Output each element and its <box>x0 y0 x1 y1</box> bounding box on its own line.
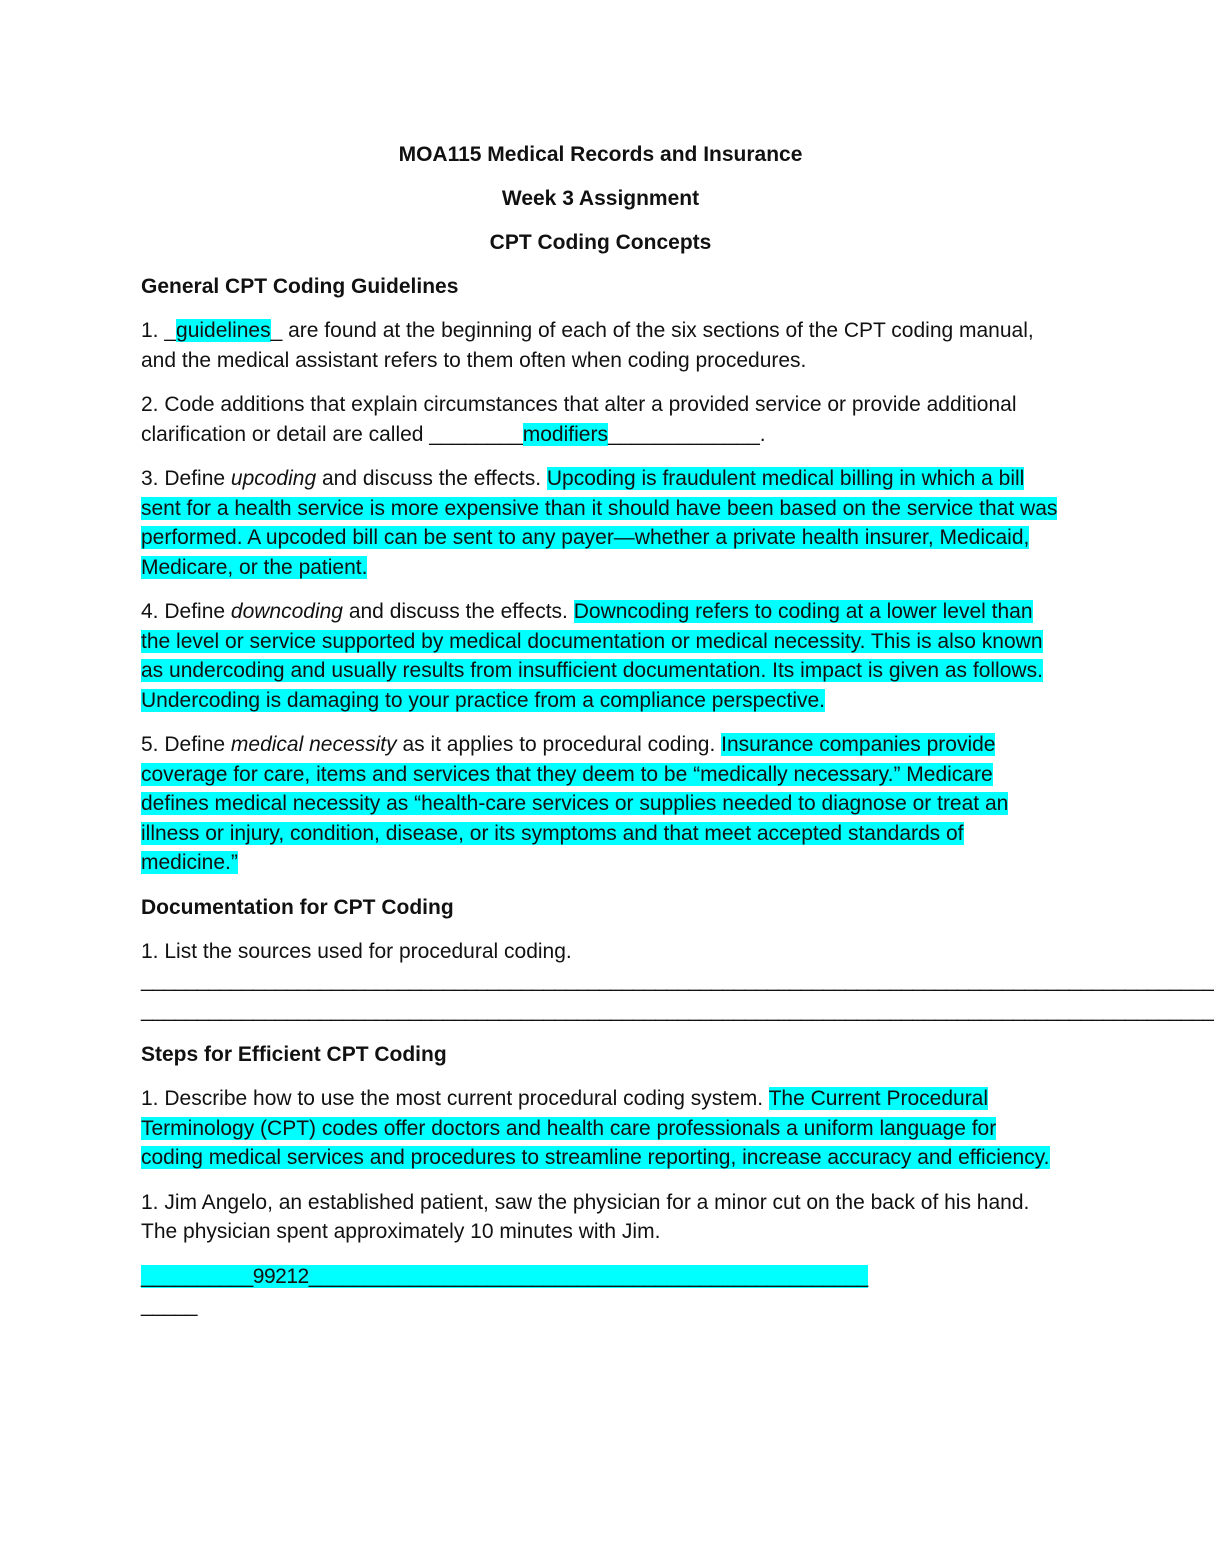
question-steps-2: 1. Jim Angelo, an established patient, saw the physician for a minor cut on the back of his hand. The physician spent approximately 10 minutes with Jim. <box>141 1190 1030 1243</box>
blank-underscores: __________________________________________________ <box>308 1264 868 1288</box>
answer-code-line <box>141 1262 1061 1292</box>
question-steps-1 <box>141 1084 1060 1173</box>
question-general-4 <box>141 597 1060 715</box>
question-term: downcoding <box>230 600 343 623</box>
question-text: 2. Code additions that explain circumstances that alter a provided service or provide additional clarification or detail are called ________ <box>141 393 1017 446</box>
section-heading-general: General CPT Coding Guidelines <box>141 275 459 298</box>
question-term: upcoding <box>230 467 317 490</box>
section-heading-documentation: Documentation for CPT Coding <box>141 895 454 919</box>
answer-highlight: The Current Procedural Terminology (CPT) codes offer doctors and health care professionals a uniform language for coding medical services and procedures to streamline reporting, increase accuracy and efficiency. <box>141 1087 1050 1169</box>
question-text: 5. Define <box>141 733 231 756</box>
answer-blank-line: ________________________________________________________________________________________________ <box>141 998 1214 1022</box>
answer-highlight <box>141 1265 868 1288</box>
question-text: _____________. <box>607 422 766 446</box>
answer-blank-line: ________________________________________________________________________________________________ <box>141 969 1214 992</box>
question-text: and discuss the effects. <box>342 600 574 623</box>
section-heading-steps: Steps for Efficient CPT Coding <box>141 1043 447 1066</box>
question-general-5 <box>141 730 1060 878</box>
question-text: 3. Define <box>141 467 231 490</box>
cpt-code: 99212 <box>252 1264 309 1288</box>
answer-code-tail: _____ <box>141 1294 197 1317</box>
answer-highlight: Insurance companies provide coverage for care, items and services that they deem to be “medically necessary.” Medicare defines medical necessity as “health-care services or supplies needed to diagnose or treat an illness or injury, condition, disease, or its symptoms and that meet accepted standards of medicine.” <box>141 733 1009 874</box>
answer-highlight: Downcoding refers to coding at a lower level than the level or service supported by medical documentation or medical necessity. This is also known as undercoding and usually results from insufficient documentation. Its impact is given as follows. Undercoding is damaging to your practice from a compliance perspective. <box>141 600 1043 712</box>
topic-title: CPT Coding Concepts <box>489 231 712 254</box>
assignment-title: Week 3 Assignment <box>501 187 700 210</box>
answer-highlight: modifiers <box>522 422 608 446</box>
question-text: 4. Define <box>141 600 231 623</box>
question-documentation-1: 1. List the sources used for procedural coding. <box>141 939 572 963</box>
answer-highlight: guidelines <box>176 319 271 342</box>
question-text: _ are found at the beginning of each of the six sections of the CPT coding manual, and the medical assistant refers to them often when coding procedures. <box>141 319 1034 372</box>
question-general-2 <box>141 390 1060 449</box>
question-text: 1. _ <box>141 319 177 342</box>
question-general-3 <box>141 464 1060 582</box>
answer-code-block <box>141 1262 1060 1321</box>
question-text: as it applies to procedural coding. <box>396 733 722 756</box>
blank-underscores: __________ <box>141 1264 253 1288</box>
course-title: MOA115 Medical Records and Insurance <box>398 143 803 166</box>
question-text: and discuss the effects. <box>316 467 547 490</box>
answer-blank-block <box>141 966 1214 1025</box>
answer-highlight: Upcoding is fraudulent medical billing in which a bill sent for a health service is more expensive than it should have been based on the service that was performed. A upcoded bill can be sent to any payer—whether a private health insurer, Medicaid, Medicare, or the patient. <box>141 467 1058 579</box>
question-general-1 <box>141 316 1060 375</box>
question-term: medical necessity <box>230 733 397 756</box>
question-text: 1. Describe how to use the most current procedural coding system. <box>141 1087 769 1110</box>
